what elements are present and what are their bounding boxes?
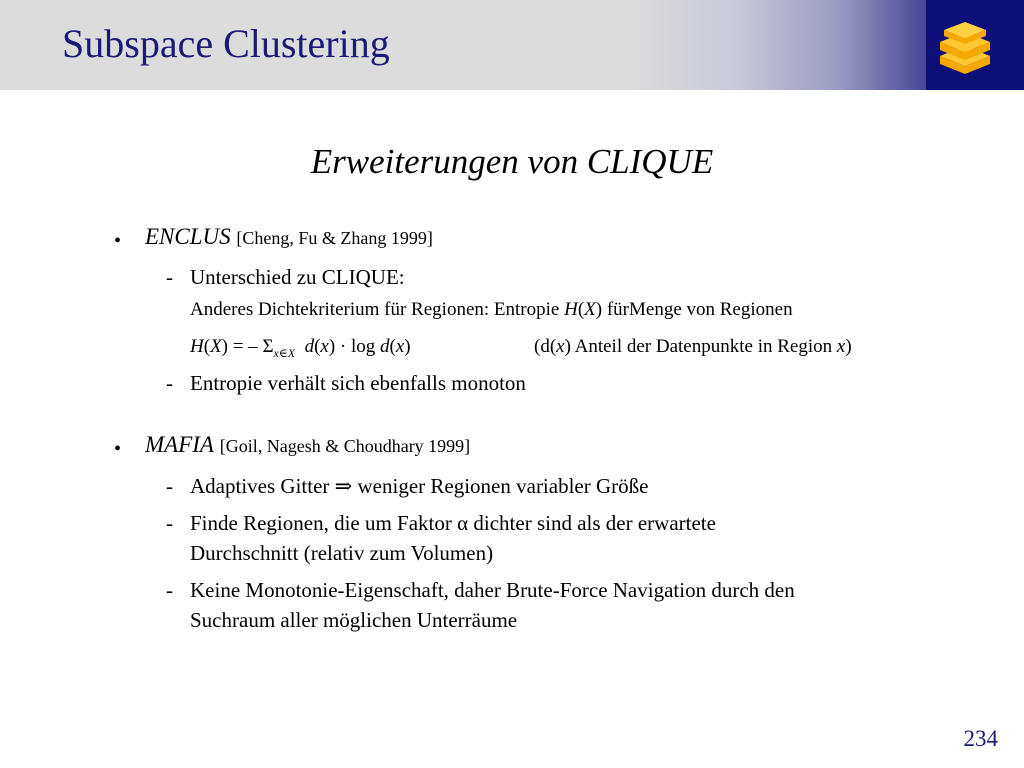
dash-mafia-1: - xyxy=(166,474,173,498)
enclus-entropy-formula: H(X) = – $\Sigma_{x\in X}$ d(x) · log d(x) xyxy=(190,336,411,360)
mafia-item-no-monotonicity-cont: Suchraum aller möglichen Unterräume xyxy=(190,608,518,632)
citation-enclus: [Cheng, Fu & Zhang 1999] xyxy=(236,228,433,248)
slide-subtitle: Erweiterungen von CLIQUE xyxy=(310,142,714,181)
bullet-mafia-heading xyxy=(145,432,470,458)
method-name-enclus: ENCLUS xyxy=(145,224,231,249)
dash-enclus-2: - xyxy=(166,371,173,395)
layered-database-logo-icon xyxy=(936,22,994,74)
dash-mafia-3: - xyxy=(166,578,173,602)
bullet-enclus-heading xyxy=(145,224,433,250)
bullet-enclus: • xyxy=(114,230,122,252)
enclus-item-difference: Unterschied zu CLIQUE: xyxy=(190,265,405,289)
bullet-mafia: • xyxy=(114,438,122,460)
mafia-item-find-regions: Finde Regionen, die um Faktor α dichter sind als der erwartete xyxy=(190,511,716,535)
dash-enclus-1: - xyxy=(166,265,173,289)
method-name-mafia: MAFIA xyxy=(145,432,214,457)
page-number: 234 xyxy=(963,726,998,751)
mafia-item-find-regions-cont: Durchschnitt (relativ zum Volumen) xyxy=(190,541,494,565)
dash-mafia-2: - xyxy=(166,511,173,535)
enclus-detail-entropy: Anderes Dichtekriterium für Regionen: Entropie H(X) fürMenge von Regionen xyxy=(190,299,793,320)
mafia-item-adaptive-grid: Adaptives Gitter ⇒ weniger Regionen variabler Größe xyxy=(190,474,649,498)
mafia-item-no-monotonicity: Keine Monotonie-Eigenschaft, daher Brute-Force Navigation durch den xyxy=(190,578,795,602)
citation-mafia: [Goil, Nagesh & Choudhary 1999] xyxy=(219,436,471,456)
enclus-formula-note: (d(x) Anteil der Datenpunkte in Region x) xyxy=(534,336,852,357)
enclus-item-monotone: Entropie verhält sich ebenfalls monoton xyxy=(190,371,526,395)
implies-arrow-icon: ⇒ xyxy=(334,474,353,498)
slide-title: Subspace Clustering xyxy=(62,21,390,66)
